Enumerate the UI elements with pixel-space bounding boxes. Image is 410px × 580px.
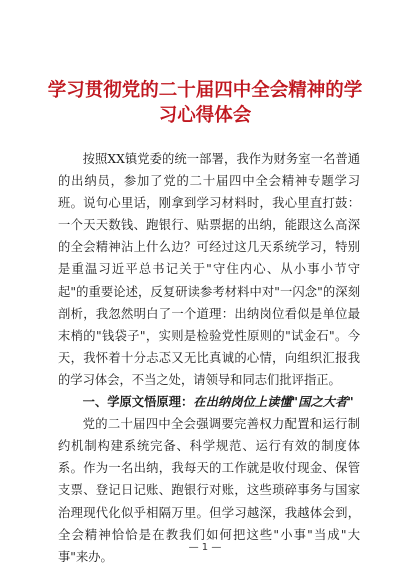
section-emphasis: 在出纳岗位上读懂"国之大者" [193,394,354,410]
section-label: 学原文悟原理： [107,394,194,410]
intro-paragraph: 按照XX镇党委的统一部署，我作为财务室一名普通的出纳员，参加了党的二十届四中全会精神专题学习班。说句心里话，刚拿到学习材料时，我心里直打鼓：一个天天数钱、跑银行、贴票据的出纳，能跟这么高深的全会精神沾上什么边？可经过这几天系统学习，特别是重温习近平总书记关于"守住内心、从小事小节守起"的重要论述，反复研读参考材料中对"一闪念"的深刻剖析，我忽然明白了一个道理：出纳岗位看似是单位最末梢的"钱袋子"，实则是检验党性原则的"试金石"。今天，我怀着十分忐忑又无比真诚的心情，向组织汇报我的学习体会，不当之处，请领导和同志们批评指正。 [58,152,360,387]
page-number: — 1 — [188,542,222,553]
document-body [58,148,360,568]
section-heading-1 [58,391,360,413]
section-number: 一、 [82,394,108,410]
section-1-paragraph: 党的二十届四中全会强调要完善权力配置和运行制约机制构建系统完备、科学规范、运行有效的制度体系。作为一名出纳，我每天的工作就是收付现金、保管支票、登记日记账、跑银行对账，这些琐碎事务与国家治理现代化似乎相隔万里。但学习越深，我越体会到，全会精神恰恰是在教我们如何把这些"小事"当成"大事"来办。 [58,417,360,564]
document-title: 学习贯彻党的二十届四中全会精神的学习心得体会 [47,80,363,126]
